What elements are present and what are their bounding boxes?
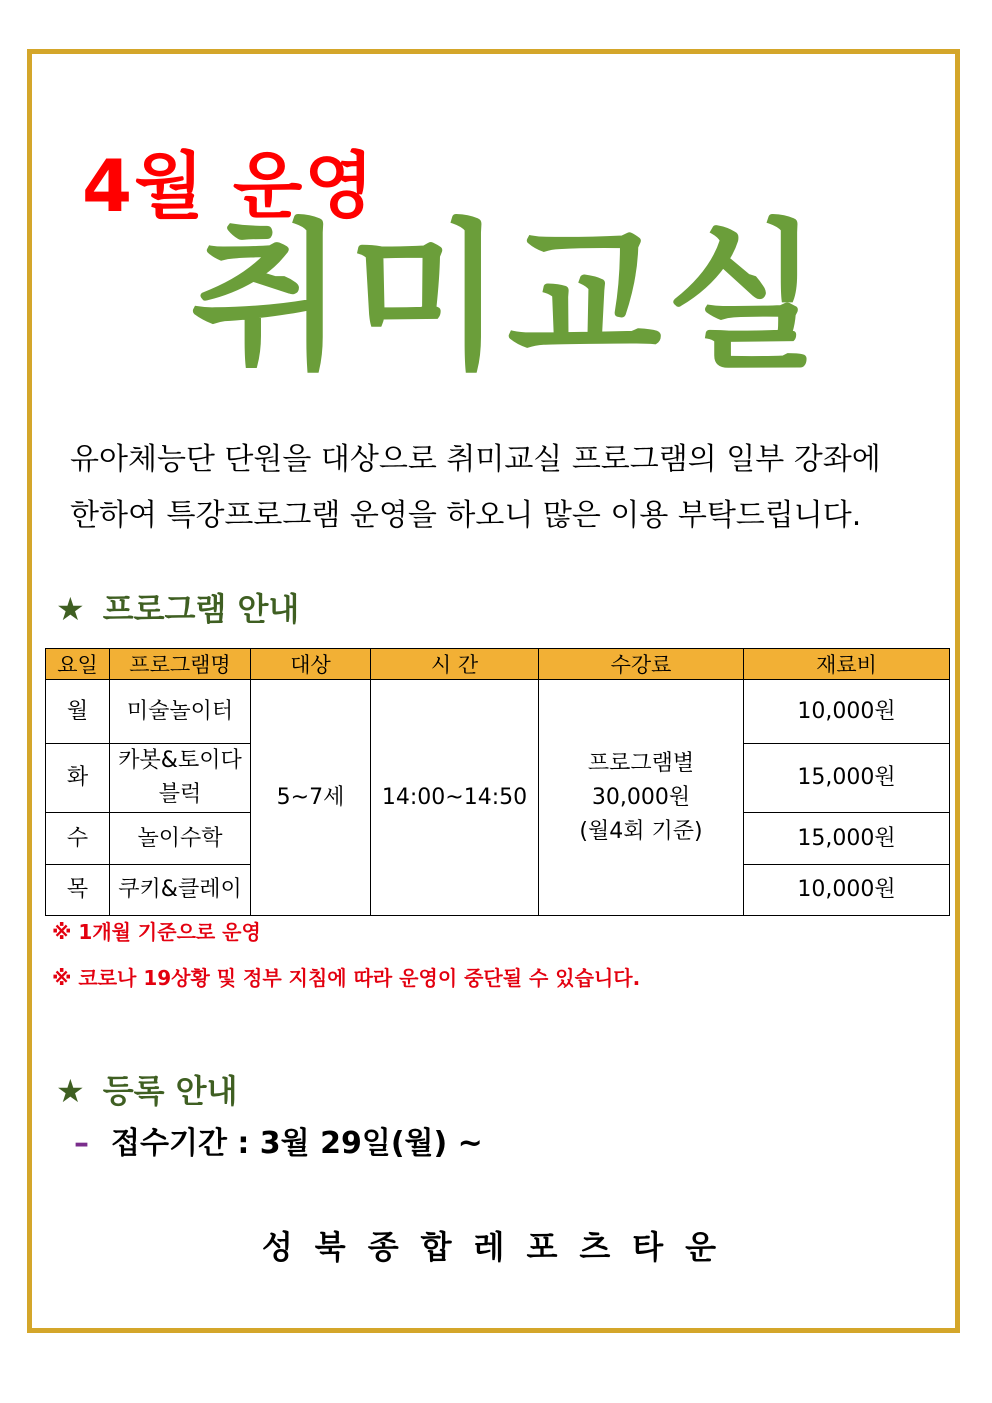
day-cell: 수 (46, 813, 110, 865)
target-cell: 5~7세 (251, 680, 371, 916)
program-name-cell: 쿠키&클레이 (110, 865, 251, 916)
intro-line-2: 한하여 특강프로그램 운영을 하오니 많은 이용 부탁드립니다. (70, 498, 862, 533)
fee-line-3: (월4회 기준) (579, 818, 703, 844)
registration-period (74, 1118, 483, 1162)
registration-section-title: 등록 안내 (102, 1072, 238, 1110)
note-covid: ※ 코로나 19상황 및 정부 지침에 따라 운영이 중단될 수 있습니다. (52, 966, 641, 990)
program-section-heading (56, 584, 299, 630)
header-program-name: 프로그램명 (110, 649, 251, 680)
registration-period-text: 접수기간 : 3월 29일(월) ~ (111, 1126, 483, 1161)
time-cell: 14:00~14:50 (371, 680, 539, 916)
header-target: 대상 (251, 649, 371, 680)
fee-line-1: 프로그램별 (587, 750, 695, 776)
table-row (46, 680, 950, 744)
material-cell: 10,000원 (744, 680, 950, 744)
intro-text (70, 432, 940, 544)
intro-line-1: 유아체능단 단원을 대상으로 취미교실 프로그램의 일부 강좌에 (70, 442, 881, 477)
header-time: 시 간 (371, 649, 539, 680)
fee-cell (539, 680, 744, 916)
dash-icon: – (74, 1126, 89, 1161)
month-label: 4월 운영 (82, 144, 376, 228)
star-icon: ★ (56, 590, 85, 628)
day-cell: 목 (46, 865, 110, 916)
material-cell: 15,000원 (744, 813, 950, 865)
header-day: 요일 (46, 649, 110, 680)
fee-line-2: 30,000원 (591, 784, 691, 810)
day-cell: 월 (46, 680, 110, 744)
program-name-cell: 놀이수학 (110, 813, 251, 865)
program-name-cell (110, 744, 251, 813)
material-cell: 15,000원 (744, 744, 950, 813)
page-title: 취미교실 (190, 204, 825, 391)
note-monthly: ※ 1개월 기준으로 운영 (52, 920, 261, 944)
registration-section-heading (56, 1066, 237, 1112)
header-fee: 수강료 (539, 649, 744, 680)
program-name-cell: 미술놀이터 (110, 680, 251, 744)
organization-name: 성북종합레포츠타운 (261, 1228, 739, 1266)
program-section-title: 프로그램 안내 (102, 590, 300, 628)
star-icon: ★ (56, 1072, 85, 1110)
table-header-row (46, 649, 950, 680)
program-table (45, 648, 950, 916)
program-name-line-2: 블럭 (158, 782, 202, 807)
program-name-line-1: 카봇&토이다 (118, 748, 242, 773)
material-cell: 10,000원 (744, 865, 950, 916)
day-cell: 화 (46, 744, 110, 813)
header-material: 재료비 (744, 649, 950, 680)
